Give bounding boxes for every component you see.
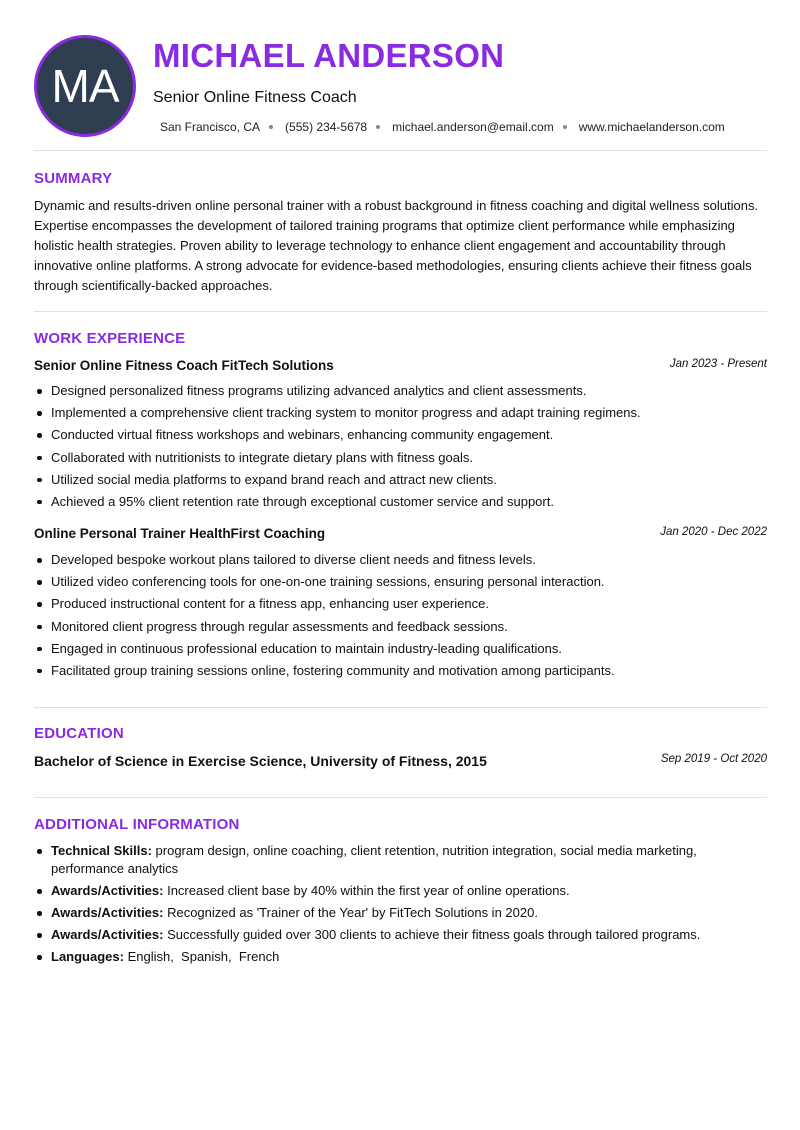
list-item: Engaged in continuous professional education to maintain industry-leading qualifications. bbox=[34, 640, 754, 658]
list-item: Facilitated group training sessions online, fostering community and motivation among participants. bbox=[34, 662, 754, 680]
list-item: Collaborated with nutritionists to integrate dietary plans with fitness goals. bbox=[34, 449, 754, 467]
list-item: Developed bespoke workout plans tailored to diverse client needs and fitness levels. bbox=[34, 551, 754, 569]
summary-text: Dynamic and results-driven online personal trainer with a robust background in fitness coaching and digital wellness solutions. Expertise encompasses the development of tailored training programs that optimize client performance while emphasizing holistic health strategies. Proven ability to leverage technology to enhance client engagement and accountability through innovative online platforms. A strong advocate for evidence-based methodologies, ensuring clients achieve their fitness goals through scientifically-backed approaches. bbox=[34, 198, 759, 293]
job-title: Senior Online Fitness Coach FitTech Solutions bbox=[34, 358, 334, 373]
list-item: Implemented a comprehensive client tracking system to monitor progress and adapt training regimens. bbox=[34, 404, 754, 422]
contact-line bbox=[160, 120, 725, 134]
contact-email[interactable]: michael.anderson@email.com bbox=[392, 120, 554, 134]
education-entry bbox=[34, 753, 767, 769]
item-text: Recognized as 'Trainer of the Year' by FitTech Solutions in 2020. bbox=[163, 905, 538, 920]
list-item bbox=[34, 842, 754, 878]
avatar-initials: MA bbox=[51, 60, 119, 112]
job-bullets bbox=[34, 551, 754, 684]
list-item: Conducted virtual fitness workshops and webinars, enhancing community engagement. bbox=[34, 426, 754, 444]
item-text: Successfully guided over 300 clients to achieve their fitness goals through tailored programs. bbox=[163, 927, 701, 942]
item-text: Increased client base by 40% within the first year of online operations. bbox=[163, 883, 570, 898]
section-heading-work: WORK EXPERIENCE bbox=[34, 330, 186, 347]
avatar bbox=[34, 35, 136, 137]
contact-location: San Francisco, CA bbox=[160, 120, 261, 134]
contact-phone: (555) 234-5678 bbox=[285, 120, 368, 134]
list-item: Designed personalized fitness programs utilizing advanced analytics and client assessments. bbox=[34, 382, 754, 400]
candidate-title: Senior Online Fitness Coach bbox=[153, 89, 357, 106]
item-label: Awards/Activities: bbox=[51, 905, 164, 920]
list-item: Produced instructional content for a fitness app, enhancing user experience. bbox=[34, 595, 754, 613]
job-header bbox=[34, 526, 767, 541]
candidate-name: MICHAEL ANDERSON bbox=[153, 37, 505, 74]
separator-dot-icon bbox=[376, 125, 380, 129]
item-text: English, Spanish, French bbox=[123, 949, 280, 964]
section-heading-summary: SUMMARY bbox=[34, 170, 113, 187]
separator-dot-icon bbox=[269, 125, 273, 129]
list-item bbox=[34, 882, 754, 900]
list-item bbox=[34, 926, 754, 944]
divider bbox=[34, 311, 767, 312]
job-title: Online Personal Trainer HealthFirst Coaching bbox=[34, 526, 326, 541]
section-heading-additional: ADDITIONAL INFORMATION bbox=[34, 816, 240, 833]
item-label: Technical Skills: bbox=[51, 843, 152, 858]
item-label: Awards/Activities: bbox=[51, 927, 164, 942]
job-bullets bbox=[34, 382, 754, 515]
divider bbox=[34, 707, 767, 708]
job-dates: Jan 2023 - Present bbox=[669, 358, 767, 370]
item-label: Languages: bbox=[51, 949, 124, 964]
job-header bbox=[34, 358, 767, 373]
list-item bbox=[34, 904, 754, 922]
list-item: Achieved a 95% client retention rate through exceptional customer service and support. bbox=[34, 493, 754, 511]
education-dates: Sep 2019 - Oct 2020 bbox=[660, 753, 767, 765]
item-text: program design, online coaching, client retention, nutrition integration, social media marketing, performance analytics bbox=[51, 843, 697, 876]
separator-dot-icon bbox=[563, 125, 567, 129]
degree: Bachelor of Science in Exercise Science, University of Fitness, 2015 bbox=[34, 753, 487, 769]
list-item: Utilized social media platforms to expand brand reach and attract new clients. bbox=[34, 471, 754, 489]
contact-website[interactable]: www.michaelanderson.com bbox=[578, 120, 725, 134]
section-heading-education: EDUCATION bbox=[34, 725, 124, 742]
divider bbox=[34, 150, 767, 151]
item-label: Awards/Activities: bbox=[51, 883, 164, 898]
job-dates: Jan 2020 - Dec 2022 bbox=[660, 526, 767, 538]
list-item: Utilized video conferencing tools for one-on-one training sessions, ensuring personal interaction. bbox=[34, 573, 754, 591]
list-item bbox=[34, 948, 754, 966]
divider bbox=[34, 797, 767, 798]
additional-list bbox=[34, 842, 754, 970]
list-item: Monitored client progress through regular assessments and feedback sessions. bbox=[34, 618, 754, 636]
